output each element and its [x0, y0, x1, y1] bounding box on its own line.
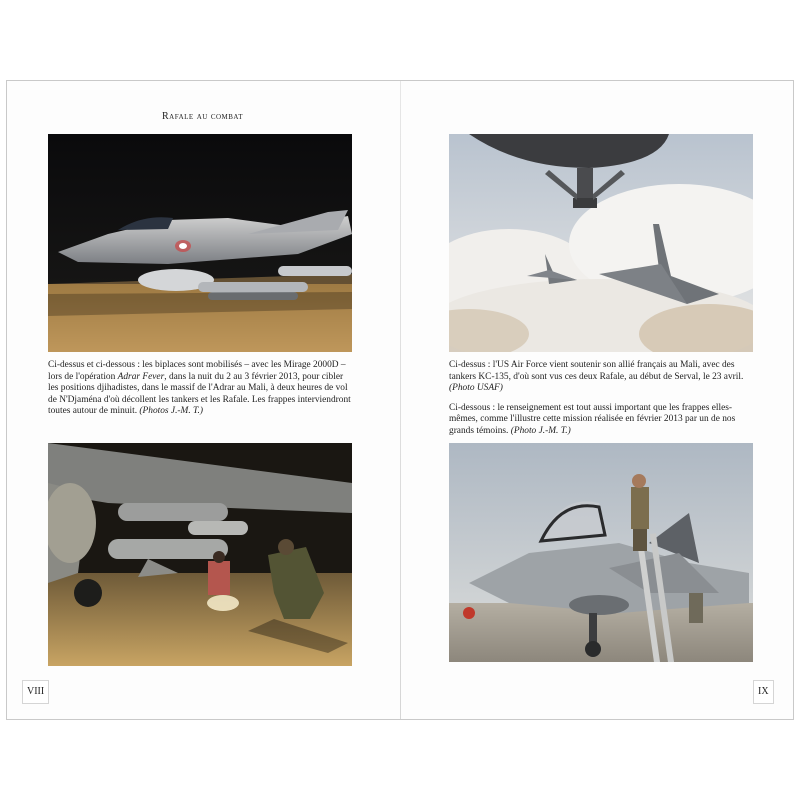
photo-weapons-loading-night [48, 443, 352, 666]
caption-right [449, 360, 753, 446]
running-head: Rafale au combat [162, 111, 243, 122]
caption-right-1-credit: (Photo USAF) [449, 383, 503, 394]
caption-left [48, 360, 352, 426]
page-fold [400, 81, 401, 719]
caption-right-2-credit: (Photo J.-M. T.) [510, 425, 571, 436]
caption-left-operation-name: Adrar Fever [117, 371, 165, 382]
caption-left-text-2: , dans la nuit du 2 au 3 février 2013, pour cibler les positions djihadistes, dans le massif de l'Adrar au Mali, à deux heures de vol de N'Djaména d'où décollent les tankers et les Rafale. Les frappes interviendront toutes autour de minuit. [48, 371, 351, 417]
caption-left-credit: (Photos J.-M. T.) [139, 406, 204, 417]
photo-rafale-night-tarmac [48, 134, 352, 352]
caption-right-2-text: Ci-dessous : le renseignement est tout aussi important que les frappes elles-mêmes, comme l'illustre cette mission réalisée en février 2013 par un de nos grands témoins. [449, 402, 736, 436]
caption-left-text-1: Ci-dessus et ci-dessous : les biplaces sont mobilisés – avec les Mirage 2000D – lors de l'opération [48, 360, 346, 382]
folio-right: IX [753, 680, 774, 704]
photo-rafale-crew-ladder [449, 443, 753, 662]
folio-left: VIII [22, 680, 49, 704]
photo-rafale-over-clouds [449, 134, 753, 352]
caption-right-1-text: Ci-dessus : l'US Air Force vient soutenir son allié français au Mali, avec des tankers KC-135, d'où sont vus ces deux Rafale, au début de Serval, le 23 avril. [449, 360, 744, 382]
